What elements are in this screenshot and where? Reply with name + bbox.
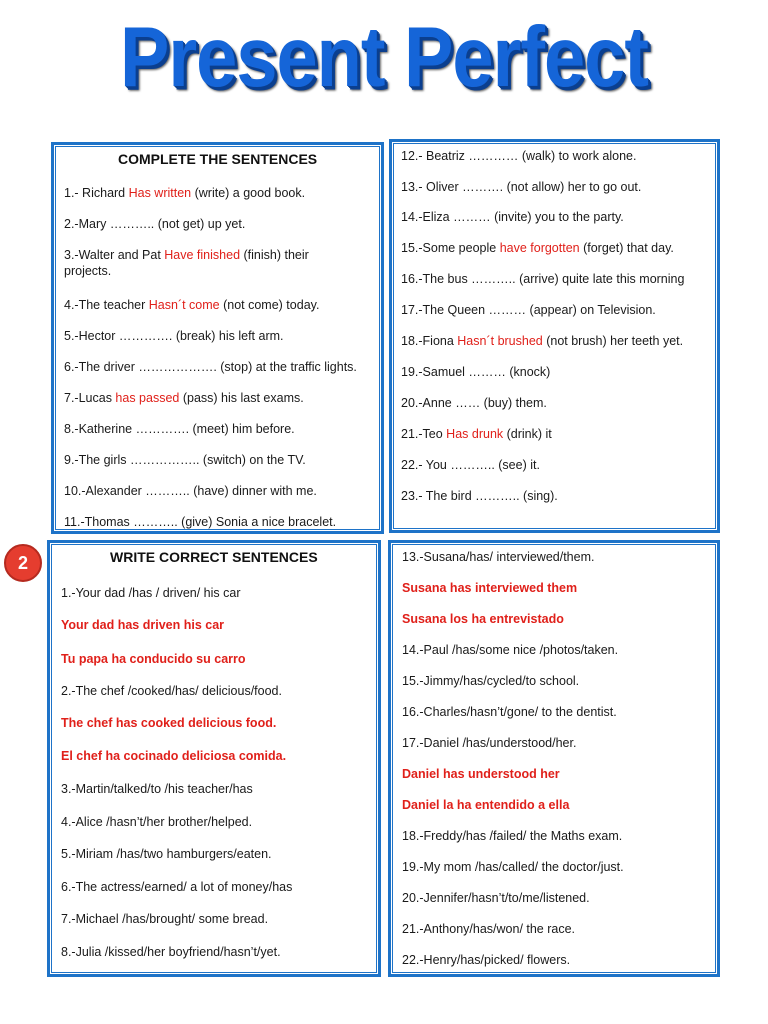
- sentence-text: 18.-Fiona: [401, 334, 458, 348]
- answer-text: Have finished: [164, 248, 241, 262]
- sentence-item: 21.-Anthony/has/won/ the race.: [402, 922, 576, 936]
- sentence-item: 16.-Charles/hasn’t/gone/ to the dentist.: [402, 705, 617, 719]
- section-number-badge: 2: [4, 544, 42, 582]
- answer-line: Daniel has understood her: [402, 767, 560, 781]
- sentence-text: 12.- Beatriz ………… (walk) to work alone.: [401, 149, 637, 163]
- sentence-text: 9.-The girls …………….. (switch) on the TV.: [64, 453, 306, 467]
- sentence-text: (finish) their projects.: [64, 248, 309, 278]
- sentence-text: 19.-Samuel ……… (knock): [401, 365, 551, 379]
- sentence-item: [401, 457, 540, 473]
- sentence-text: (forget) that day.: [579, 241, 674, 255]
- sentence-text: 22.- You ……….. (see) it.: [401, 458, 540, 472]
- sentence-item: 15.-Jimmy/has/cycled/to school.: [402, 674, 580, 688]
- sentence-text: (write) a good book.: [191, 186, 306, 200]
- sentence-item: 8.-Julia /kissed/her boyfriend/hasn’t/yet.: [61, 945, 281, 959]
- sentence-item: [401, 209, 624, 225]
- sentence-item: [64, 514, 336, 530]
- answer-text: has passed: [115, 391, 180, 405]
- sentence-text: 8.-Katherine …………. (meet) him before.: [64, 422, 295, 436]
- sentence-item: 6.-The actress/earned/ a lot of money/has: [61, 880, 293, 894]
- answer-text: Has written: [128, 186, 192, 200]
- sentence-item: [401, 271, 684, 287]
- sentence-item: 18.-Freddy/has /failed/ the Maths exam.: [402, 829, 623, 843]
- sentence-item: 13.-Susana/has/ interviewed/them.: [402, 550, 595, 564]
- sentence-text: 23.- The bird ……….. (sing).: [401, 489, 558, 503]
- answer-line: Daniel la ha entendido a ella: [402, 798, 570, 812]
- sentence-item: [401, 302, 656, 318]
- sentence-text: 1.- Richard: [64, 186, 129, 200]
- sentence-text: (not come) today.: [219, 298, 320, 312]
- sentence-item: [401, 364, 550, 380]
- sentence-text: 21.-Teo: [401, 427, 447, 441]
- sentence-text: 10.-Alexander ……….. (have) dinner with me.: [64, 484, 317, 498]
- sentence-text: 11.-Thomas ……….. (give) Sonia a nice bracelet.: [64, 515, 337, 529]
- sentence-text: 15.-Some people: [401, 241, 500, 255]
- sentence-item: [64, 452, 306, 468]
- sentence-item: 2.-The chef /cooked/has/ delicious/food.: [61, 684, 282, 698]
- sentence-text: 6.-The driver ………………. (stop) at the traffic lights.: [64, 360, 357, 374]
- sentence-item: 19.-My mom /has/called/ the doctor/just.: [402, 860, 624, 874]
- sentence-item: [64, 483, 317, 499]
- sentence-item: 17.-Daniel /has/understood/her.: [402, 736, 577, 750]
- answer-line: Susana has interviewed them: [402, 581, 578, 595]
- sentence-item: [401, 333, 683, 349]
- page-title: Present Perfect: [120, 8, 648, 105]
- sentence-text: 13.- Oliver ………. (not allow) her to go out.: [401, 180, 642, 194]
- section1-heading: COMPLETE THE SENTENCES: [118, 151, 318, 167]
- sentence-item: 4.-Alice /hasn’t/her brother/helped.: [61, 815, 253, 829]
- sentence-text: (drink) it: [503, 427, 552, 441]
- answer-text: have forgotten: [499, 241, 580, 255]
- sentence-item: [64, 297, 319, 313]
- answer-text: Hasn´t brushed: [457, 334, 543, 348]
- write-sentences-right-box: [388, 540, 720, 977]
- answer-text: Has drunk: [446, 427, 504, 441]
- sentence-item: 1.-Your dad /has / driven/ his car: [61, 586, 241, 600]
- sentence-item: [401, 240, 674, 256]
- sentence-item: [401, 395, 547, 411]
- sentence-text: 5.-Hector …………. (break) his left arm.: [64, 329, 284, 343]
- sentence-text: 2.-Mary ……….. (not get) up yet.: [64, 217, 246, 231]
- sentence-item: 5.-Miriam /has/two hamburgers/eaten.: [61, 847, 272, 861]
- sentence-item: 20.-Jennifer/hasn’t/to/me/listened.: [402, 891, 590, 905]
- sentence-text: 20.-Anne …… (buy) them.: [401, 396, 547, 410]
- sentence-item: [64, 421, 295, 437]
- sentence-text: 14.-Eliza ……… (invite) you to the party.: [401, 210, 624, 224]
- section2-heading: WRITE CORRECT SENTENCES: [110, 549, 318, 565]
- sentence-item: [64, 390, 304, 406]
- answer-line: Your dad has driven his car: [61, 618, 225, 632]
- answer-line: Susana los ha entrevistado: [402, 612, 564, 626]
- sentence-text: 4.-The teacher: [64, 298, 149, 312]
- sentence-item: 7.-Michael /has/brought/ some bread.: [61, 912, 269, 926]
- sentence-text: 17.-The Queen ……… (appear) on Television.: [401, 303, 656, 317]
- answer-line: El chef ha cocinado deliciosa comida.: [61, 749, 287, 763]
- sentence-item: 22.-Henry/has/picked/ flowers.: [402, 953, 571, 967]
- sentence-text: (pass) his last exams.: [179, 391, 304, 405]
- sentence-item: [64, 185, 305, 201]
- sentence-item: [401, 426, 552, 442]
- sentence-text: 7.-Lucas: [64, 391, 116, 405]
- sentence-item: [401, 148, 637, 164]
- sentence-item: [64, 359, 357, 375]
- sentence-item: [64, 216, 245, 232]
- sentence-item: [401, 179, 641, 195]
- sentence-item: 3.-Martin/talked/to /his teacher/has: [61, 782, 253, 796]
- sentence-text: 3.-Walter and Pat: [64, 248, 165, 262]
- answer-line: Tu papa ha conducido su carro: [61, 652, 246, 666]
- sentence-text: 16.-The bus ……….. (arrive) quite late this morning: [401, 272, 685, 286]
- answer-text: Hasn´t come: [148, 298, 220, 312]
- sentence-item: [401, 488, 558, 504]
- sentence-item: [64, 328, 284, 344]
- answer-line: The chef has cooked delicious food.: [61, 716, 277, 730]
- sentence-text: (not brush) her teeth yet.: [542, 334, 684, 348]
- sentence-item: [64, 247, 334, 279]
- sentence-item: 14.-Paul /has/some nice /photos/taken.: [402, 643, 619, 657]
